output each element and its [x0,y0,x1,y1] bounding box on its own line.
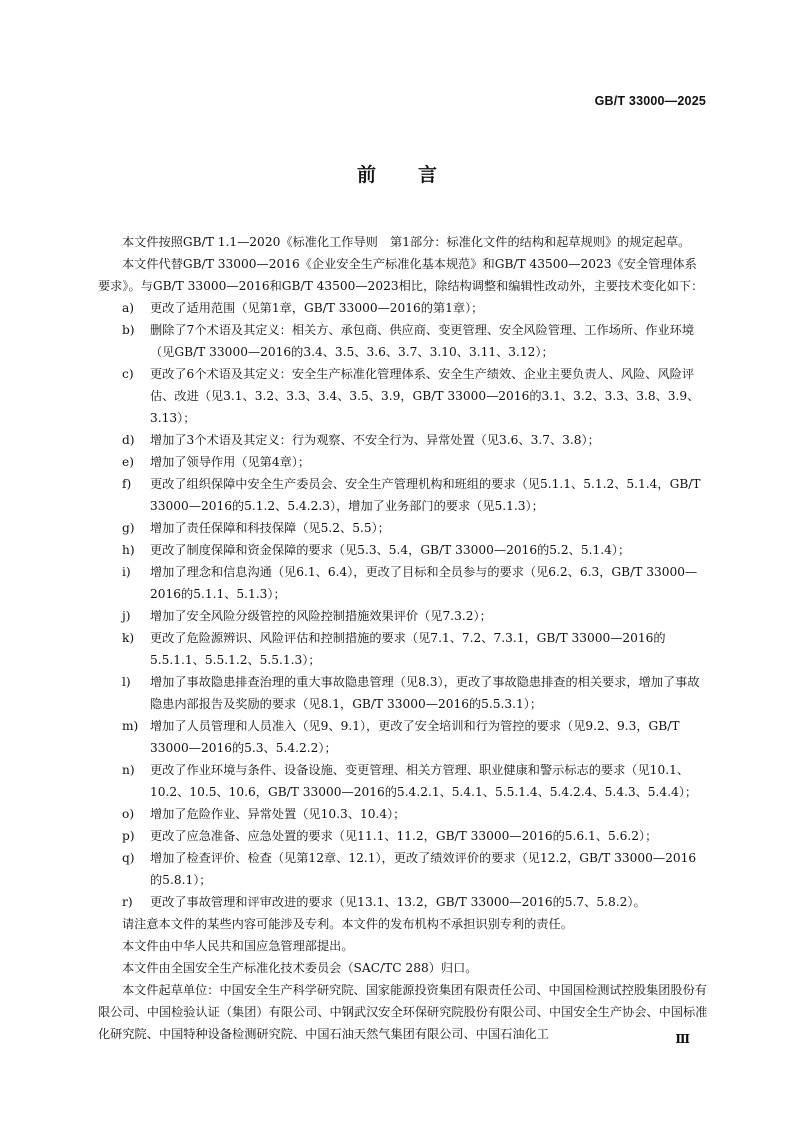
list-item-label: l) [122,675,131,689]
list-item [98,429,708,451]
list-item-text: 更改了制度保障和资金保障的要求（见5.3、5.4，GB/T 33000—2016的5.2、5.1.4）； [150,543,631,557]
list-item-text: 更改了事故管理和评审改进的要求（见13.1、13.2，GB/T 33000—2016的5.7、5.8.2）。 [150,895,646,909]
list-item-text: 增加了事故隐患排查治理的重大事故隐患管理（见8.3），更改了事故隐患排查的相关要求，增加了事故隐患内部报告及奖励的要求（见8.1，GB/T 33000—2016的5.5.3.1）； [150,675,700,711]
list-item-text: 增加了人员管理和人员准入（见9、9.1），更改了安全培训和行为管控的要求（见9.2、9.3，GB/T 33000—2016的5.3、5.4.2.2）； [150,719,680,755]
list-item-label: k) [122,631,135,645]
list-item [98,561,708,605]
list-item-text: 增加了领导作用（见第4章）； [150,455,311,469]
intro-paragraph: 本文件代替GB/T 33000—2016《企业安全生产标准化基本规范》和GB/T 43500—2023《安全管理体系 要求》。与GB/T 33000—2016和GB/T 43500—2023相比，除结构调整和编辑性改动外，主要技术变化如下： [98,257,709,293]
list-item [98,891,708,913]
list-item [98,605,708,627]
list-item-text: 更改了6个术语及其定义：安全生产标准化管理体系、安全生产绩效、企业主要负责人、风险、风险评估、改进（见3.1、3.2、3.3、3.4、3.5、3.9，GB/T 33000—2016的3.1、3.2、3.3、3.8、3.9、3.13）； [150,367,700,425]
list-item-text: 更改了组织保障中安全生产委员会、安全生产管理机构和班组的要求（见5.1.1、5.1.2、5.1.4，GB/T 33000—2016的5.1.2、5.4.2.3），增加了业务部门的要求（见5.1.3）； [150,477,701,513]
list-item-text: 更改了应急准备、应急处置的要求（见11.1、11.2，GB/T 33000—2016的5.6.1、5.6.2）； [150,829,658,843]
list-item-label: o) [122,807,135,821]
list-item-text: 更改了作业环境与条件、设备设施、变更管理、相关方管理、职业健康和警示标志的要求（见10.1、10.2、10.5、10.6，GB/T 33000—2016的5.4.2.1、5.4.1、5.5.1.4、5.4.2.4、5.4.3、5.4.4）； [150,763,698,799]
list-item-label: r) [122,895,133,909]
list-item-label: d) [122,433,135,447]
list-item-label: g) [122,521,135,535]
page-number: Ⅲ [675,1032,690,1046]
list-item-label: b) [122,323,135,337]
list-item [98,759,708,803]
list-item [98,825,708,847]
list-item [98,451,708,473]
proposer-paragraph: 本文件由中华人民共和国应急管理部提出。 [122,939,354,953]
list-item-text: 删除了7个术语及其定义：相关方、承包商、供应商、变更管理、安全风险管理、工作场所、作业环境（见GB/T 33000—2016的3.4、3.5、3.6、3.7、3.10、3.11、3.12）； [150,323,695,359]
list-item [98,627,708,671]
committee-paragraph: 本文件由全国安全生产标准化技术委员会（SAC/TC 288）归口。 [122,961,478,975]
list-item-label: e) [122,455,134,469]
list-item [98,319,708,363]
list-item-text: 更改了适用范围（见第1章，GB/T 33000—2016的第1章）； [150,301,484,315]
list-item [98,715,708,759]
list-item-label: a) [122,301,135,315]
changes-list [98,297,708,913]
standard-number: GB/T 33000—2025 [594,94,706,108]
list-item [98,539,708,561]
list-item-text: 增加了3个术语及其定义：行为观察、不安全行为、异常处置（见3.6、3.7、3.8）； [150,433,600,447]
list-item-label: q) [122,851,135,865]
list-item-label: m) [122,719,139,733]
page-title: 前言 [356,164,479,186]
list-item-label: h) [122,543,135,557]
list-item-text: 增加了检查评价、检查（见第12章、12.1），更改了绩效评价的要求（见12.2，GB/T 33000—2016的5.8.1）； [150,851,697,887]
drafting-units-paragraph: 本文件起草单位：中国安全生产科学研究院、国家能源投资集团有限责任公司、中国国检测试控股集团股份有限公司、中国检验认证（集团）有限公司、中钢武汉安全环保研究院股份有限公司、中国安全生产协会、中国标准化研究院、中国特种设备检测研究院、中国石油天然气集团有限公司、中国石油化工 [98,983,708,1041]
intro-paragraph: 本文件按照GB/T 1.1—2020《标准化工作导则 第1部分：标准化文件的结构和起草规则》的规定起草。 [122,235,691,249]
list-item [98,671,708,715]
list-item-text: 增加了安全风险分级管控的风险控制措施效果评价（见7.3.2）； [150,609,492,623]
list-item-label: c) [122,367,134,381]
list-item-text: 增加了责任保障和科技保障（见5.2、5.5）； [150,521,390,535]
list-item [98,847,708,891]
list-item-text: 更改了危险源辨识、风险评估和控制措施的要求（见7.1、7.2、7.3.1，GB/T 33000—2016的5.5.1.1、5.5.1.2、5.5.1.3）； [150,631,666,667]
list-item [98,803,708,825]
document-body [98,231,708,1045]
list-item [98,297,708,319]
list-item-label: n) [122,763,135,777]
list-item [98,363,708,429]
list-item [98,473,708,517]
list-item [98,517,708,539]
list-item-label: i) [122,565,131,579]
list-item-text: 增加了危险作业、异常处置（见10.3、10.4）； [150,807,406,821]
list-item-label: f) [122,477,132,491]
patent-notice: 请注意本文件的某些内容可能涉及专利。本文件的发布机构不承担识别专利的责任。 [122,917,573,931]
list-item-label: j) [122,609,131,623]
list-item-label: p) [122,829,135,843]
list-item-text: 增加了理念和信息沟通（见6.1、6.4），更改了目标和全员参与的要求（见6.2、6.3，GB/T 33000—2016的5.1.1、5.1.3）； [150,565,698,601]
